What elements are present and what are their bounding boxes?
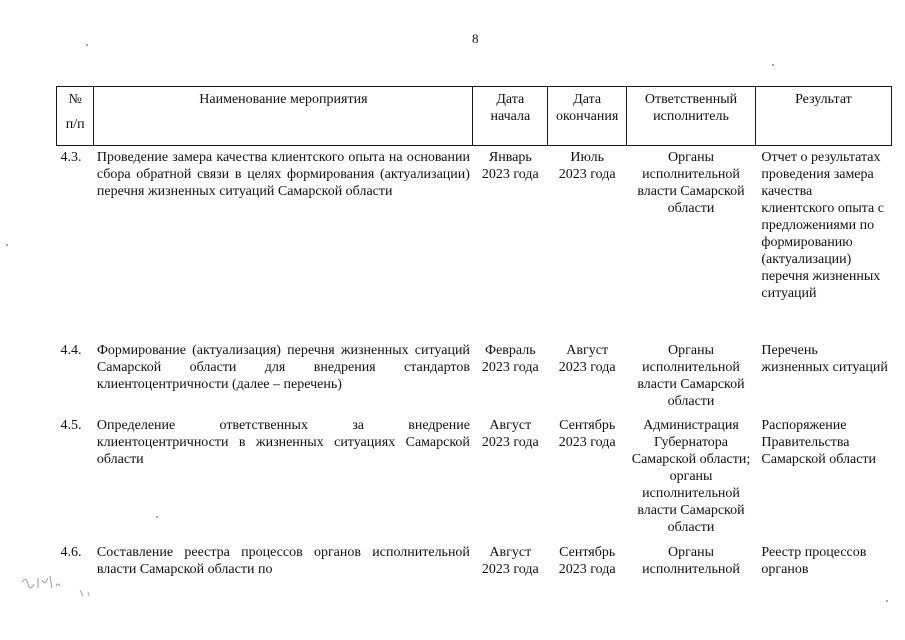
end-month: Август bbox=[566, 343, 609, 358]
header-number-abbr: п/п bbox=[65, 117, 85, 132]
end-month: Июль bbox=[570, 150, 604, 165]
result: Перечень жизненных ситуаций bbox=[761, 343, 888, 375]
end-year: 2023 года bbox=[558, 435, 616, 450]
start-month: Январь bbox=[488, 150, 532, 165]
start-month: Август bbox=[489, 418, 532, 433]
start-date bbox=[473, 414, 548, 541]
result: Отчет о результатах проведения замера качества клиентского опыта с предложениями по формированию (актуализации) перечня жизненных ситуаций bbox=[761, 150, 884, 301]
scan-speck bbox=[6, 244, 8, 246]
activity-name: Составление реестра процессов органов исполнительной власти Самарской области по bbox=[96, 545, 470, 577]
start-date bbox=[473, 339, 548, 414]
scan-speck bbox=[156, 516, 158, 518]
start-year: 2023 года bbox=[481, 562, 539, 577]
table-row bbox=[57, 414, 892, 541]
end-month: Сентябрь bbox=[559, 545, 616, 560]
start-month: Август bbox=[489, 545, 532, 560]
header-end-date: Дата окончания bbox=[548, 87, 627, 146]
end-year: 2023 года bbox=[558, 562, 616, 577]
end-date bbox=[548, 146, 627, 340]
table-row bbox=[57, 541, 892, 584]
header-responsible: Ответственный исполнитель bbox=[627, 87, 756, 146]
result: Распоряжение Правительства Самарской области bbox=[761, 418, 877, 467]
end-date bbox=[548, 541, 627, 584]
end-year: 2023 года bbox=[558, 360, 616, 375]
row-number: 4.6. bbox=[60, 545, 82, 560]
responsible-executor: Администрация Губернатора Самарской области; органы исполнительной власти Самарской области bbox=[631, 418, 751, 535]
table-row bbox=[57, 339, 892, 414]
start-date bbox=[473, 541, 548, 584]
row-number: 4.4. bbox=[60, 343, 82, 358]
responsible-executor: Органы исполнительной власти Самарской области bbox=[637, 343, 745, 409]
end-year: 2023 года bbox=[558, 167, 616, 182]
row-number: 4.3. bbox=[60, 150, 82, 165]
header-number bbox=[57, 87, 94, 146]
scan-speck bbox=[86, 44, 88, 46]
responsible-executor: Органы исполнительной bbox=[642, 545, 740, 577]
header-number-sign: № bbox=[68, 92, 82, 107]
result: Реестр процессов органов bbox=[761, 545, 867, 577]
activity-name: Формирование (актуализация) перечня жизненных ситуаций Самарской области для внедрения стандартов клиентоцентричности (далее – перечень) bbox=[96, 343, 470, 392]
start-month: Февраль bbox=[485, 343, 536, 358]
activities-table bbox=[56, 86, 892, 584]
activity-name: Проведение замера качества клиентского опыта на основании сбора обратной связи в целях формирования (актуализации) перечня жизненных ситуаций Самарской области bbox=[96, 150, 470, 199]
scan-speck bbox=[772, 64, 774, 66]
row-number: 4.5. bbox=[60, 418, 82, 433]
start-year: 2023 года bbox=[481, 435, 539, 450]
end-date bbox=[548, 339, 627, 414]
handwritten-mark bbox=[20, 568, 110, 608]
end-date bbox=[548, 414, 627, 541]
activity-name: Определение ответственных за внедрение клиентоцентричности в жизненных ситуациях Самарской области bbox=[96, 418, 470, 467]
start-date bbox=[473, 146, 548, 340]
table-header-row bbox=[57, 87, 892, 146]
scan-speck bbox=[886, 600, 888, 602]
end-month: Сентябрь bbox=[559, 418, 616, 433]
start-year: 2023 года bbox=[481, 167, 539, 182]
start-year: 2023 года bbox=[481, 360, 539, 375]
header-result: Результат bbox=[755, 87, 891, 146]
page-number: 8 bbox=[472, 31, 479, 46]
responsible-executor: Органы исполнительной власти Самарской области bbox=[637, 150, 745, 216]
header-activity-name: Наименование мероприятия bbox=[94, 87, 473, 146]
header-start-date: Дата начала bbox=[473, 87, 548, 146]
table-row bbox=[57, 146, 892, 340]
